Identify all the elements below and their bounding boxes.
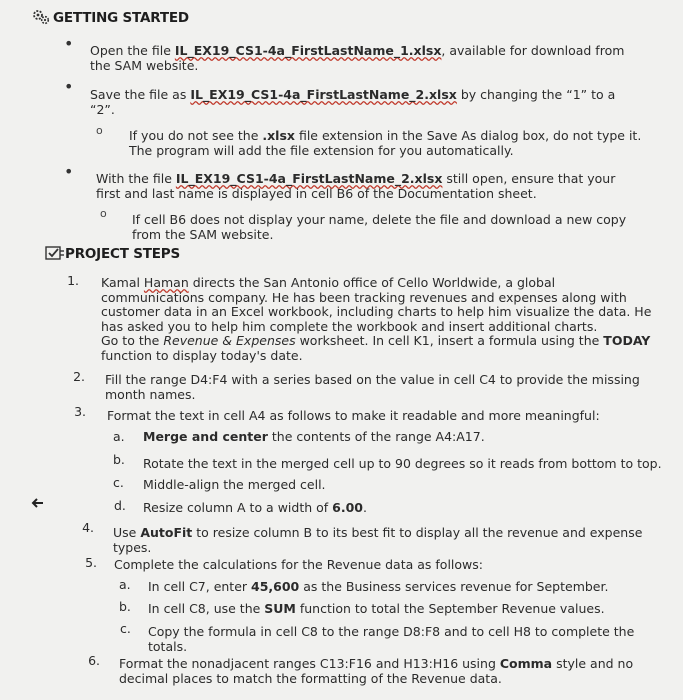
step-number: 3. <box>74 404 86 419</box>
gs-bullet-3: With the file IL_EX19_CS1-4a_FirstLastName_2.xlsx still open, ensure that your first and last name is displayed in cell B6 of the Documentation sheet. <box>96 171 616 201</box>
sub-bullet-icon: o <box>100 207 107 220</box>
step-3c-letter: c. <box>113 475 124 490</box>
step-number: 6. <box>88 653 100 668</box>
step-3b-letter: b. <box>113 452 125 467</box>
step-5-text: Complete the calculations for the Revenue data as follows: <box>114 557 483 572</box>
step-5b-text: In cell C8, use the SUM function to total the September Revenue values. <box>148 601 605 616</box>
step-5a-text: In cell C7, enter 45,600 as the Business services revenue for September. <box>148 579 609 594</box>
sub-bullet-icon: o <box>96 124 103 137</box>
step-3b-text: Rotate the text in the merged cell up to 90 degrees so it reads from bottom to top. <box>143 456 662 471</box>
step-3a-letter: a. <box>113 429 125 444</box>
step-4-text: Use AutoFit to resize column B to its best fit to display all the revenue and expense types. <box>113 525 643 555</box>
step-number: 1. <box>67 273 79 288</box>
step-number: 2. <box>73 369 85 384</box>
gears-icon <box>32 9 50 25</box>
step-1-text: Kamal Haman directs the San Antonio office of Cello Worldwide, a global communications company. He has been tracking revenues and expenses along with customer data in an Excel workbook, including charts to help him visualize the data. He has asked you to help him complete the workbook and insert additional charts. Go to the Revenue & Expenses worksheet. In cell K1, insert a formula using the TODAY function to display today's date. <box>101 275 652 363</box>
project-steps-heading: PROJECT STEPS <box>65 246 180 262</box>
bullet-icon: • <box>64 162 74 181</box>
cursor-icon <box>30 497 44 509</box>
bullet-icon: • <box>64 34 74 53</box>
bullet-icon: • <box>64 77 74 96</box>
filename-link: IL_EX19_CS1-4a_FirstLastName_2.xlsx <box>190 87 457 102</box>
step-3c-text: Middle-align the merged cell. <box>143 477 326 492</box>
gs-bullet-2-sub: If you do not see the .xlsx file extension in the Save As dialog box, do not type it. The program will add the file extension for you automatically. <box>129 128 642 158</box>
gs-bullet-1: Open the file IL_EX19_CS1-4a_FirstLastName_1.xlsx, available for download from the SAM website. <box>90 43 625 73</box>
step-3-text: Format the text in cell A4 as follows to make it readable and more meaningful: <box>107 408 600 423</box>
getting-started-heading: GETTING STARTED <box>53 10 189 26</box>
step-number: 4. <box>82 520 94 535</box>
step-3a-text: Merge and center the contents of the range A4:A17. <box>143 429 485 444</box>
gs-bullet-3-sub: If cell B6 does not display your name, delete the file and download a new copy from the SAM website. <box>132 212 627 242</box>
step-3d-text: Resize column A to a width of 6.00. <box>143 500 367 515</box>
filename-link: IL_EX19_CS1-4a_FirstLastName_2.xlsx <box>175 171 443 186</box>
step-3d-letter: d. <box>114 498 126 513</box>
step-number: 5. <box>85 555 97 570</box>
step-5b-letter: b. <box>119 599 131 614</box>
gs-bullet-2: Save the file as IL_EX19_CS1-4a_FirstLastName_2.xlsx by changing the “1” to a “2”. <box>90 87 616 117</box>
step-5c-text: Copy the formula in cell C8 to the range D8:F8 and to cell H8 to complete the totals. <box>148 624 635 654</box>
step-6-text: Format the nonadjacent ranges C13:F16 and H13:H16 using Comma style and no decimal places to match the formatting of the Revenue data. <box>119 656 634 686</box>
step-5a-letter: a. <box>119 577 131 592</box>
step-5c-letter: c. <box>120 621 131 636</box>
filename-link: IL_EX19_CS1-4a_FirstLastName_1.xlsx <box>174 43 442 58</box>
step-2-text: Fill the range D4:F4 with a series based on the value in cell C4 to provide the missing month names. <box>105 372 640 402</box>
steps-icon <box>45 245 65 261</box>
